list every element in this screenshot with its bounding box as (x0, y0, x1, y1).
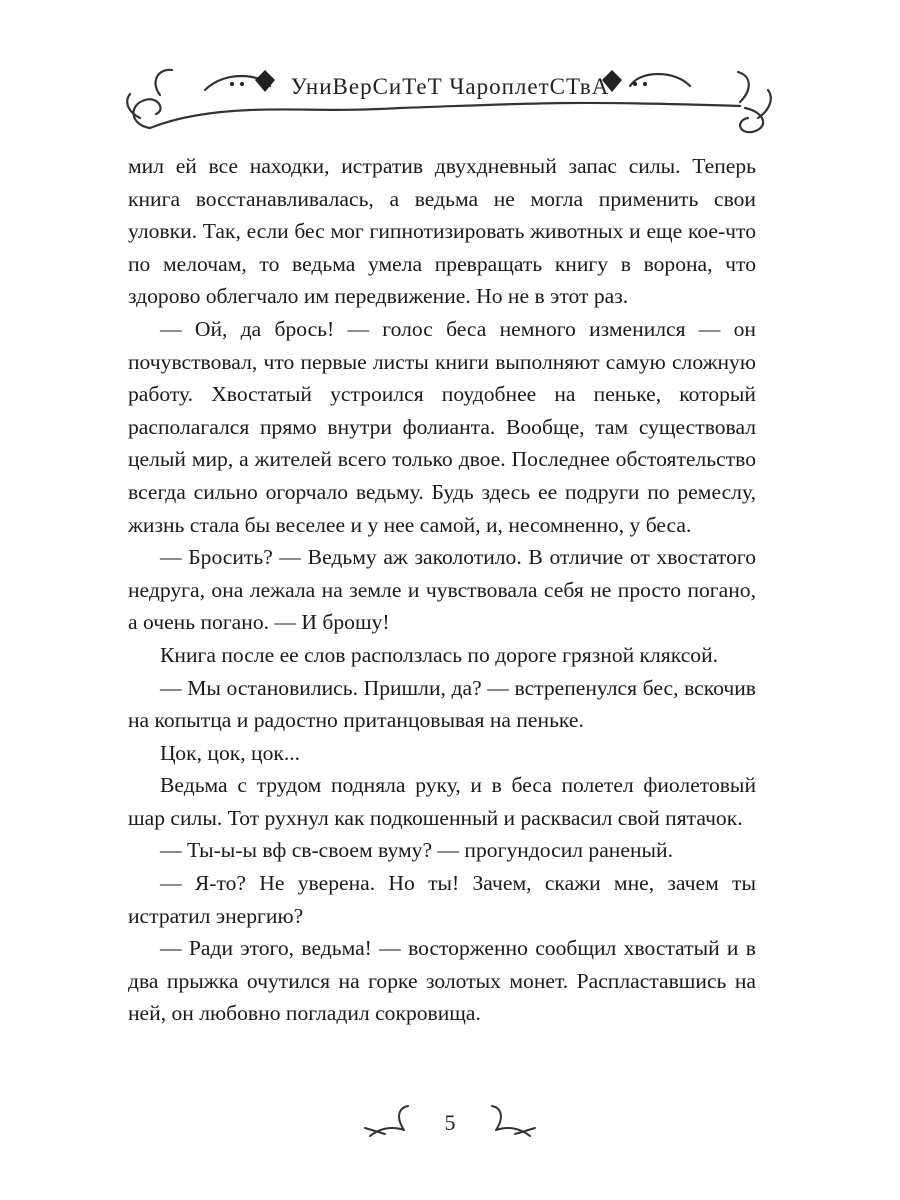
paragraph: Книга после ее слов расползлась по дороге грязной кляксой. (160, 642, 719, 667)
paragraph: — Бросить? — Ведьму аж заколотило. В отличие от хвостатого недруга, она лежала на земле и чувствовала себя не просто погано, а очень погано. — И брошу! (128, 545, 756, 635)
right-flourish-icon (740, 108, 763, 132)
paragraph: Цок, цок, цок... (160, 740, 301, 765)
paragraph: — Ради этого, ведьма! — восторженно сообщил хвостатый и в два прыжка очутился на горке золотых монет. Распластавшись на ней, он любовно погладил сокровища. (128, 936, 756, 1026)
page-body (128, 150, 756, 1030)
paragraph: Ведьма с трудом подняла руку, и в беса полетел фиолетовый шар силы. Тот рухнул как подкошенный и расквасил свой пятачок. (128, 773, 756, 830)
page-footer (0, 1098, 900, 1148)
paragraph: — Мы остановились. Пришли, да? — встрепенулся бес, вскочив на копытца и радостно пританцовывая на пеньке. (128, 675, 756, 733)
paragraph: — Я-то? Не уверена. Но ты! Зачем, скажи мне, зачем ты истратил энергию? (128, 871, 756, 928)
paragraph: — Ой, да брось! — голос беса немного изменился — он почувствовал, что первые листы книги выполняют самую сложную работу. Хвостатый устроился поудобнее на пеньке, который располагался прямо внутри фолианта. Вообще, там существовал целый мир, а жителей всего только двое. Последнее обстоятельство всегда сильно огорчало ведьму. Будь здесь ее подруги по ремеслу, жизнь стала бы веселее и у нее самой, и, несомненно, у беса. (128, 316, 756, 537)
running-title: УниВерСиТеТ ЧароплетСТвА (290, 74, 610, 99)
page-header (0, 0, 900, 150)
paragraph: — Ты-ы-ы вф св-своем вуму? — прогундосил раненый. (160, 838, 673, 863)
paragraph: мил ей все находки, истратив двухдневный запас силы. Теперь книга восстанавливалась, а ведьма не могла применить свои уловки. Так, если бес мог гипнотизировать животных и еще кое-что по мелочам, то ведьма умела превращать книгу в ворона, что здорово облегчало им передвижение. Но не в этот раз. (128, 154, 756, 309)
left-flourish-icon (150, 103, 740, 128)
page-number: 5 (444, 1110, 456, 1135)
